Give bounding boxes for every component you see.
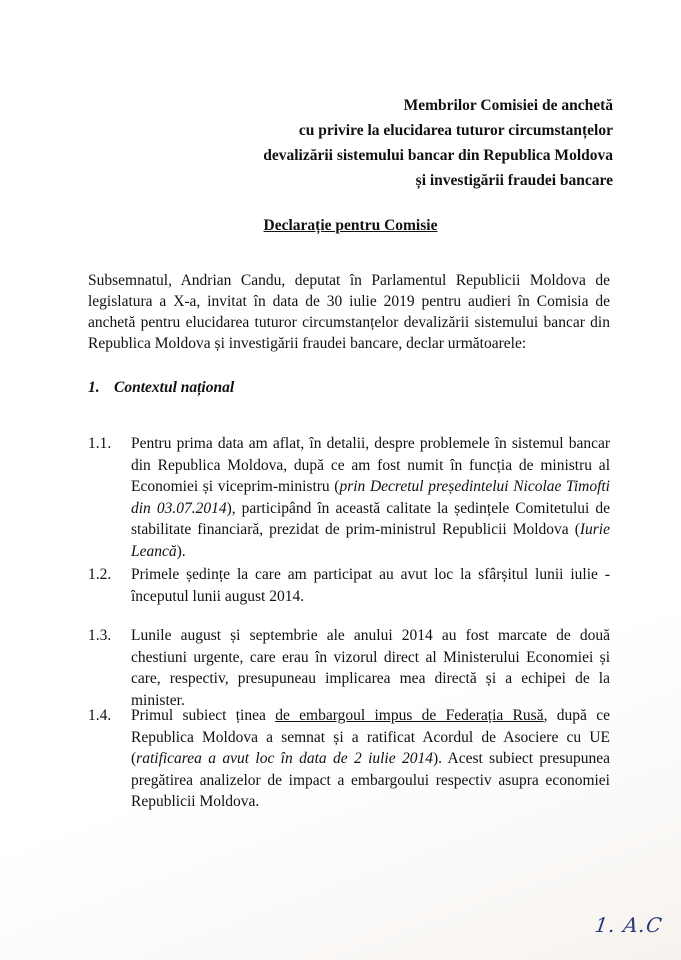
list-item <box>88 705 610 813</box>
addressee-line: și investigării fraudei bancare <box>415 172 613 189</box>
section-number: 1. <box>88 379 100 396</box>
item-text <box>131 705 610 813</box>
item-number: 1.3. <box>88 627 112 644</box>
item-text-italic: prin Decretul președintelui Nicolae Timofti din 03.07.2014 <box>131 478 610 517</box>
item-text: Lunile august și septembrie ale anului 2014 au fost marcate de două chestiuni urgente, care erau în vizorul direct al Ministerului Economiei și care, respectiv, presupuneau implicarea mea directă și a echipei de la minister. <box>131 627 610 709</box>
item-text-part: ), participând în această calitate la ședințele Comitetului de stabilitate financiară, prezidat de prim-ministrul Republicii Moldova ( <box>131 499 610 538</box>
item-text-italic: ratificarea a avut loc în data de 2 iulie 2014 <box>136 750 433 767</box>
handwritten-initials: 1. A.C <box>593 913 665 937</box>
list-item <box>88 433 610 562</box>
addressee-block <box>263 93 613 193</box>
item-text-part: Primul subiect ținea <box>131 707 276 724</box>
list-item <box>88 564 610 607</box>
item-text: Primele ședințe la care am participat au avut loc la sfârșitul lunii iulie - începutul lunii august 2014. <box>131 566 610 605</box>
item-number: 1.4. <box>88 707 112 724</box>
item-text-part: ). <box>176 542 186 560</box>
item-text-italic: Iurie Leancă <box>131 521 610 560</box>
document-title: Declarație pentru Comisie <box>263 217 438 234</box>
intro-paragraph: Subsemnatul, Andrian Candu, deputat în Parlamentul Republicii Moldova de legislatura a X-a, invitat în data de 30 iulie 2019 pentru audieri în Comisia de anchetă pentru elucidarea tuturor circumstanțelor devalizării sistemului bancar din Republica Moldova și investigării fraudei bancare, declar următoarele: <box>88 272 610 352</box>
item-number: 1.2. <box>88 566 112 583</box>
section-title: Contextul național <box>114 379 235 396</box>
item-text-part: ). Acest subiect presupunea pregătirea analizelor de impact a embargoului respectiv asupra economiei Republicii Moldova. <box>131 750 610 810</box>
list-item <box>88 625 610 711</box>
item-text-part: Pentru prima data am aflat, în detalii, despre problemele în sistemul bancar din Republica Moldova, după ce am fost numit în funcția de ministru al Economiei și viceprim-ministru ( <box>131 435 610 495</box>
addressee-line: devalizării sistemului bancar din Republica Moldova <box>263 147 613 164</box>
item-text <box>131 433 610 562</box>
item-text-underlined: de embargoul impus de Federația Rusă <box>275 707 544 724</box>
item-text-part: , după ce Republica Moldova a semnat și a ratificat Acordul de Asociere cu UE ( <box>131 707 611 767</box>
addressee-line: cu privire la elucidarea tuturor circumstanțelor <box>298 122 613 139</box>
addressee-line: Membrilor Comisiei de anchetă <box>403 97 613 114</box>
section-heading <box>88 379 234 397</box>
item-number: 1.1. <box>88 435 112 452</box>
